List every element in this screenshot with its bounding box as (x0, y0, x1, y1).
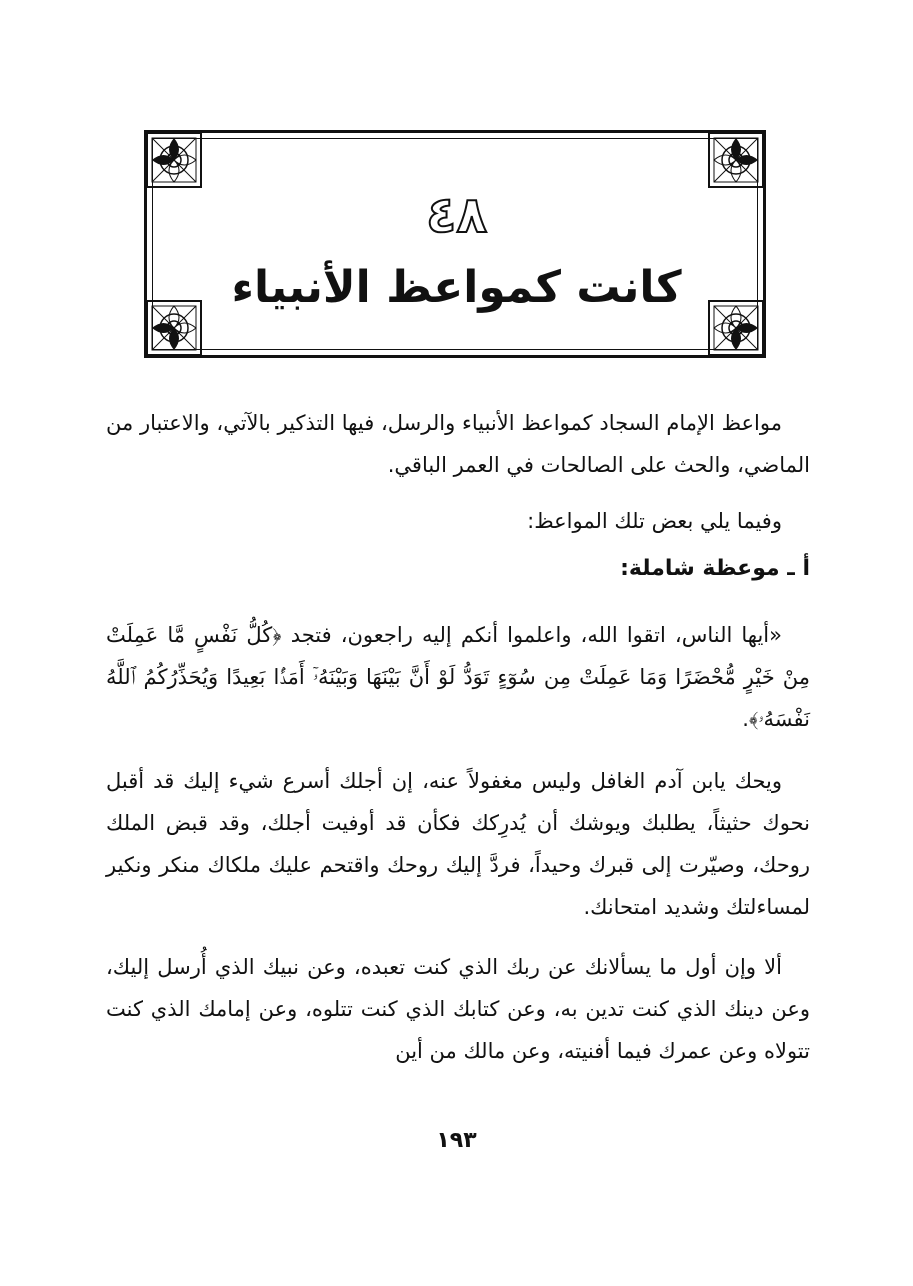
intro-paragraph: مواعظ الإمام السجاد كمواعظ الأنبياء والرسل، فيها التذكير بالآتي، والاعتبار من الماضي، والحث على الصالحات في العمر الباقي. (106, 411, 810, 477)
title-frame-inner (152, 138, 758, 350)
body-paragraph: ألا وإن أول ما يسألانك عن ربك الذي كنت تعبده، وعن نبيك الذي أُرسل إليك، وعن دينك الذي كنت تدين به، وعن كتابك الذي كنت تتلوه، وعن إمامك الذي كنت تتولاه وعن عمرك فيما أفنيته، وعن مالك من أين (106, 955, 810, 1063)
page-number: ١٩٣ (436, 1128, 477, 1153)
chapter-number: ٤٨ (425, 186, 488, 244)
quran-verse: ﴿كُلُّ نَفْسٍ مَّا عَمِلَتْ مِنْ خَيْرٍ مُّحْضَرًا وَمَا عَمِلَتْ مِن سُوٓءٍ تَوَدُّ لَوْ أَنَّ بَيْنَهَا وَبَيْنَهُۥٓ أَمَدًۢا بَعِيدًا وَيُحَذِّرُكُمُ ٱللَّهُ نَفْسَهُۥ﴾ (106, 623, 810, 731)
quote-opening: «أيها الناس، اتقوا الله، واعلموا أنكم إليه راجعون، فتجد (290, 623, 782, 647)
ornament-corner-icon (146, 132, 202, 188)
ornament-corner-icon (708, 132, 764, 188)
quote-closing: . (742, 707, 749, 731)
section-heading: أ ـ موعظة شاملة: (620, 556, 810, 581)
intro-lead: وفيما يلي بعض تلك المواعظ: (527, 509, 782, 533)
body-paragraph: ويحك يابن آدم الغافل وليس مغفولاً عنه، إن أجلك أسرع شيء إليك قد أقبل نحوك حثيثاً، يطلبك ويوشك أن يُدرِكك فكأن قد أوفيت أجلك، وقد قبض الملك روحك، وصيّرت إلى قبرك وحيداً، فردَّ إليك روحك واقتحم عليك ملكاك منكر ونكير لمساءلتك وشديد امتحانك. (106, 769, 810, 919)
quote-paragraph (106, 614, 810, 740)
chapter-title: كانت كمواعظ الأنبياء (231, 262, 682, 313)
